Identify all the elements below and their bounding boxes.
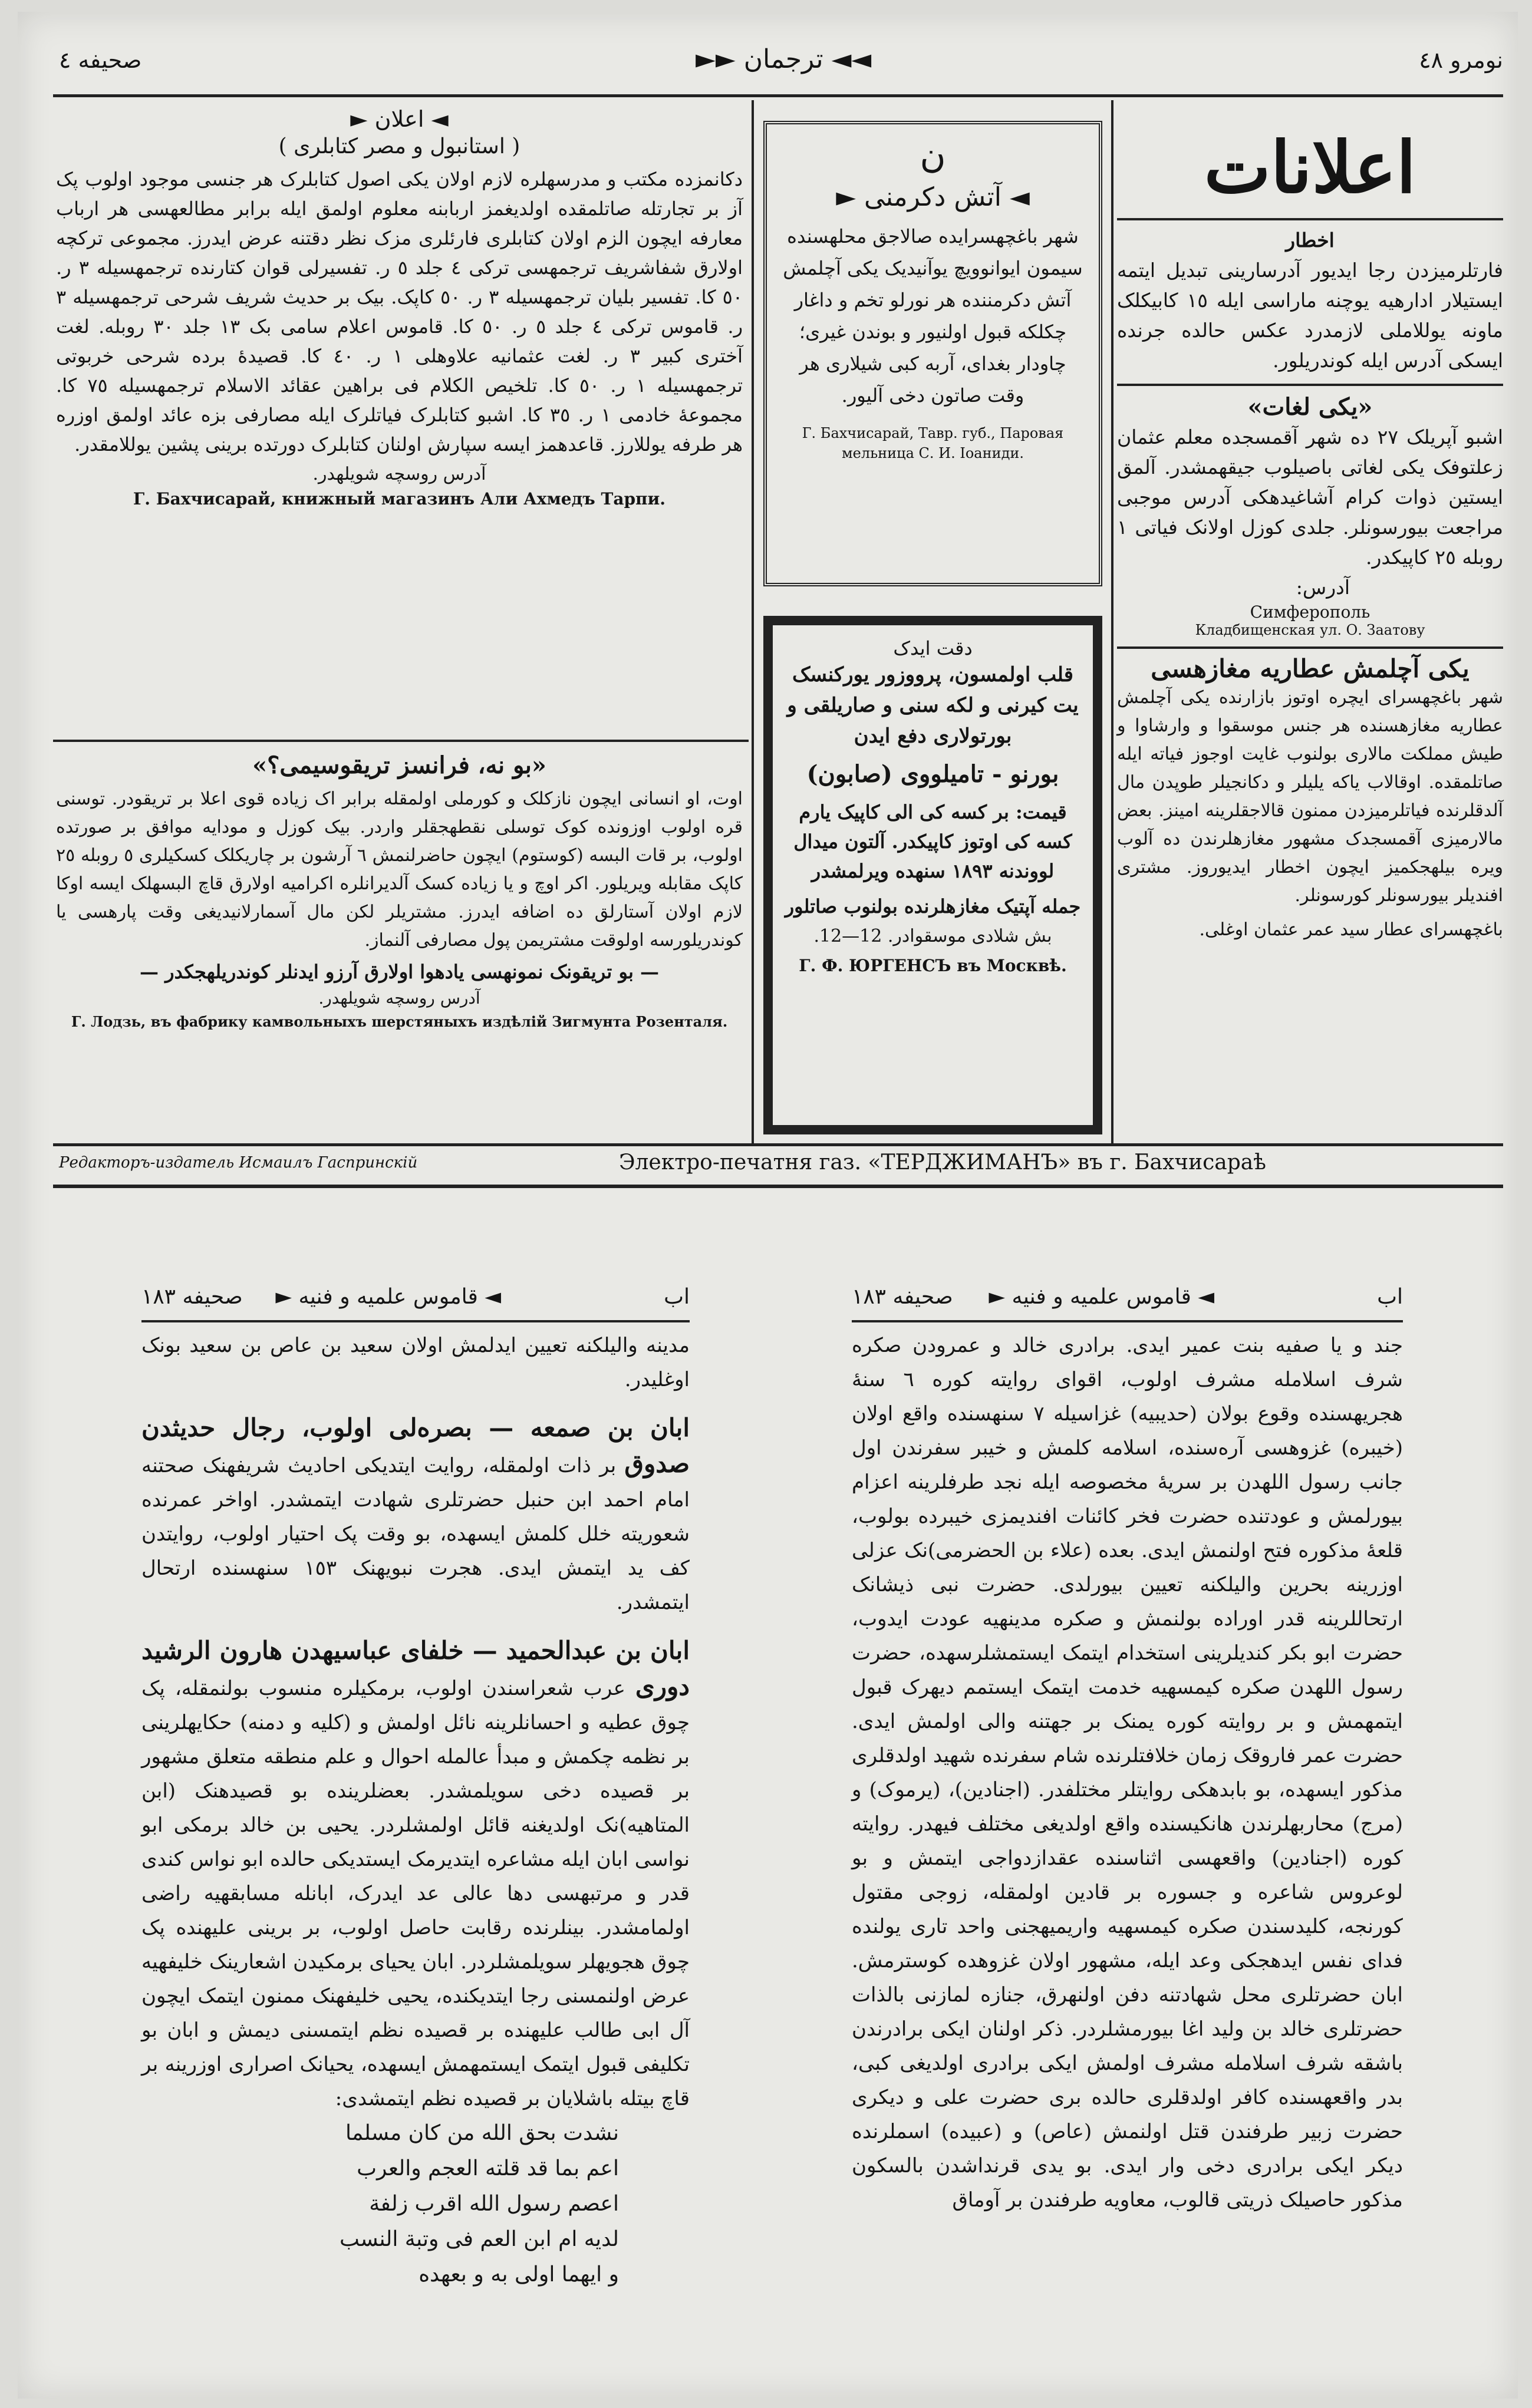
soap-ad (763, 616, 1102, 1134)
fire-mill-ad (763, 121, 1102, 586)
entry-head: ابان بن عبدالحمید — خلفای عباسیهدن هارون الرشید دوری (141, 1636, 690, 1701)
poem-line: نشدت بحق الله من کان مسلما (345, 2121, 619, 2145)
ad-symbol: ن (920, 135, 946, 176)
issue-number: نومرو ٤٨ (1419, 47, 1503, 73)
soap-product: بورنو - تاميلووی (صابون) (806, 760, 1059, 788)
tricot-ru: Г. Лодзь, въ фабрику камвольныхъ шерстяныхъ издѣлій Зигмунта Розенталя. (71, 1013, 728, 1030)
elanat-column (1117, 106, 1503, 1143)
ornament-right: ► (350, 106, 368, 132)
press-line: Электро-печатня газ. «ТЕРДЖИМАНЪ» въ г. Бахчисараѣ (619, 1150, 1266, 1175)
address-city: Симферополь (1250, 602, 1370, 622)
dict-right-header (852, 1285, 1403, 1322)
elanat-rule (1117, 218, 1503, 220)
soap-qty: بش شلادی موسقوادر. 12—12. (813, 926, 1052, 946)
poem-line: و ایهما اولی به و بعهده (419, 2262, 619, 2287)
tricot-body: اوت، او انسانی ایچون نازکلک و کورملی اولمقله برابر اک زیاده قوی اعلا بر تریقودر. توسنی قره اولوب اوزونده کوک توسلی نقطهجقلر واردر. بیک کوزل و مودایه موافق بر صورتده اولوب، بر قات البسه (کوستوم) ایچون حاضرلنمش ٦ آرشون بر چاریکلک کسکیلری ٥ روبله ٢٥ کاپک مقابله ویریلور. اکر اوچ و یا زیاده کسک آلدیرانلره اکرامیه اولارق قاچ البسهلک ایسه اوکا لازم اولان آستارلق ده اضافه ایدرز. مشتریلر لکن مال آسمارلانیدیغی وقت پارهسی یا کوندریلورسه اولوقت مشتریمن پول مصارفی آلنماز. (56, 789, 743, 951)
address-street: Кладбищенская ул. О. Заатову (1195, 622, 1425, 638)
fire-mill-ru: Г. Бахчисарай, Тавр. губ., Паровая мельница С. И. Іоаниди. (802, 425, 1064, 461)
paper-title: ◄◄ ترجمان ►► (696, 44, 872, 74)
editor-line: Редакторъ-издатель Исмаилъ Гаспринскій (59, 1154, 418, 1172)
warning-heading: اخطار (1286, 229, 1335, 252)
new-lughat-body: اشبو آپریلک ٢٧ ده شهر آقمسجده معلم عثمان زعلتوفک یکی لغاتی باصیلوب جیقهمشدر. آلمق ایستین ذوات کرام آشاغیدهکی آدرس موجبی مراجعت بیورسونلر. جلدی کوزل اولانک فیاتی ١ روبله ٢٥ کاپیکدر. (1117, 425, 1503, 569)
dict-left-header (141, 1285, 690, 1322)
new-lughat-heading: «یکی لغات» (1247, 393, 1373, 421)
entry-body: بر ذات اولمقله، روایت ایتدیکی احادیث شریفهنک صحتنه امام احمد ابن حنبل حضرتلری شهادت ایتمشدر. اواخر عمرنده شعوریته خلل کلمش ایسهده، بو وقت پک احتیار اولوب، روایتدن کف ید ایتمش ایدی. هجرت نبویهنک ١٥٣ سنهسنده ارتحال ایتمشدر. (141, 1454, 690, 1614)
column-rule-1 (752, 100, 754, 1143)
dictionary-left-column (141, 1285, 690, 2393)
soap-intro: قلب اولمسون، پرووزور یورکنسک یت کیرنی و لکه سنی و صاریلقی و بورتولاری دفع ایدن (787, 663, 1079, 748)
ornament-left: ◄ (1009, 182, 1030, 212)
ornament: ◄ (485, 1285, 501, 1309)
entry-body: عرب شعراسندن اولوب، برمکیلره منسوب بولنمقله، پک چوق عطیه و احسانلرینه نائل اولمش و (کلیه و دمنه) حکایهلرینی بر نظمه چکمش و مبدأ عالمله احوال و علم منطقه متعلق مشهور بر قصیده دخی سویلمشدر. بعضلرینده بو قصیدهنک (ابن المتاهیه)نک اولدیغنه قائل اولمشلردر. یحیی بن خالد برمکی ابو نواسی ابان ایله مشاعره ایتدیرمک ایستدیکی حالده ابو نواس کندی قدر و مرتبهسی دها عالی عد ایدرک، ابانله مسابقهیه راضی اولمامشدر. بینلرنده رقابت حاصل اولوب، بر برینی علیهنده پک چوق هجویهلر سویلمشلردر. ابان یحیای برمکیدن اشعارینک خلیفهیه عرض اولنمسنی رجا ایتدیکنده، یحیی خلیفهنک ممنون ایتمک ایچون آل ابی طالب علیهنده بر قصیده نظم ایتمسنی دیمش و ابان بو تکلیفی قبول ایتمک ایستمهمش ایسهده، یحیانک اصراری اوزرینه بر قاچ بیتله باشلایان بر قصیده نظم ایتمشدی: (141, 1677, 690, 2110)
elanat-title: اعلانات (1204, 126, 1416, 209)
books-ru: Г. Бахчисарай, книжный магазинъ Али Ахмедъ Тарпи. (133, 489, 666, 509)
elanat-rule-3 (1117, 646, 1503, 649)
column-rule-2 (1111, 100, 1113, 1143)
books-heading: ◄ اعلان ► (350, 106, 449, 132)
tricot-address: آدرس روسچه شویلهدر. (318, 988, 480, 1008)
poem-line: اعم بما قد قلته العجم والعرب (357, 2156, 619, 2181)
books-address: آدرس روسچه شویلهدر. (312, 464, 486, 484)
title-ornament-left: ◄◄ (831, 44, 872, 74)
newspaper-page (18, 12, 1518, 2399)
soap-top: دقت ایدک (893, 637, 973, 659)
ornament: ◄ (1198, 1285, 1214, 1309)
books-body: دکانمزده مکتب و مدرسهلره لازم اولان یکی اصول کتابلرک هر جنسی موجود اولوب پک آز بر تجارتله صاتلمقده اولدیغمز اربابنه معلوم اولمق ایله برابر مطالعهسی هر ارباب معارفه ایچون الزم اولان کتابلری فارئلری مزک نظر دقتنه عرض ایدرز. مجموعی ترکچه اولارق شفاشریف ترجمهسی ترکی ٤ جلد ٥ ر. تفسیرلی قوان کتارنده ترجمهسیله ٣ ر. ٥٠ کا. تفسیر بلیان ترجمهسیله ٣ ر. ٥٠ کاپک. بیک بر حدیث شریف شرحی ترجمهسیله ٣ ر. قاموس ترکی ٤ جلد ٥ ر. ٥٠ کا. قاموس اعلام سامی بک ١٣ جلد ٣٠ روبله. لغت آختری کبیر ٣ ر. لغت عثمانیه علاوهلی ١ ر. ٤٠ کا. قصیدهٔ برده شرحی خربوتی ترجمهسیله ١ ر. ٥٠ کا. تلخیص الکلام فی براهین عقائد الاسلام ترجمهسیله ٧٥ کا. مجموعهٔ خادمی ١ ر. ٣٥ کا. اشبو کتابلرک فیاتلرک ایله مصارفی بزه عائد اولمق اوزره هر طرفه یوللارز. قاعدهمز ایسه سپارش اولنان کتابلرک دورتده برینی پشین یوللامقدر. (56, 168, 743, 456)
footer-rule-top (53, 1143, 1503, 1146)
books-ad (56, 106, 743, 743)
dict-left-intro: مدینه والیلکنه تعیین ایدلمش اولان سعید بن عاص بن سعید بونک اوغلیدر. (141, 1334, 690, 1391)
tricot-heading: «بو نه، فرانسز تریقوسیمی؟» (252, 751, 546, 779)
dict-entry-1 (141, 1411, 690, 1619)
dict-left-page: صحیفه ١٨٣ (141, 1285, 243, 1309)
dict-right-body: جند و یا صفیه بنت عمیر ایدی. برادری خالد و عمرودن صکره شرف اسلامله مشرف اولوب، اقوای روایته کوره ٦ سنهٔ هجریهسنده وقوع بولان (حدیبیه) غزاسیله ٧ سنهسنده واقع اولان (خیبره) غزوهسی آره‌سنده، اسلامه کلمش و خیبر سفرندن اول جانب رسول اللهدن بر سریهٔ مخصوصه ایله نجد طرفلرینه اعزام بیورلمش و عودتنده حضرت فخر کائنات افندیمزی خیبرده بولوب، قلعهٔ مذکوره فتح اولنمش ایدی. بعده (علاء بن الحضرمی)نک عزلی اوزرینه بحرین والیلکنه تعیین بیورلدی. حضرت نبی ذیشانک ارتحاللرینه قدر اوراده بولنمش و صکره مدینهیه عودت ایدوب، حضرت ابو بکر کندیلرینی استخدام ایتمک ایستمشلرسهده، حضرت رسول اللهدن صکره کیمسهیه خدمت ایتمک ایستمم دیهرک قبول ایتمهمش و بر روایته کوره یمنک بر جهتنه والی اولمش ایدی. حضرت عمر فاروقک زمان خلافتلرنده شام سفرنده شهید اولدقلری مذکور ایسهده، بو بابدهکی روایتلر مختلفدر. (اجنادین)، (یرموک) و (مرج) محاربهلرندن هانکیسنده واقع اولدیغی مختلف فیهدر. روایته کوره (اجنادین) واقعهسی اثناسنده عقدازدواجی ایتمش و بو لوعروس شاعره و جسوره بر قادین اولمقله، زوجی مقتول کورنجه، کلیدسندن صکره کیمسهیه واریمیهجنی واحد تاری یولنده فدای نفس ایدهجکی وعد ایله، مشهور اولان غزوهده کوسترمش. ابان حضرتلری محل شهادتنه دفن اولنهرق، جنازه لمازنی بالذات حضرتلری خالد بن ولید اغا بیورمشلردر. ذکر اولنان ایکی برادرندن باشقه شرف اسلامله مشرف اولمش ایکی برادری اولدیغی کبی، بدر واقعهسنده کافر اولدقلری حالده بری حضرت علی و دیکری حضرت زبیر طرفندن قتل اولنمش (عاص) و (عبیده) اسملرنده دیکر ایکی برادری دخی وار ایدی. بو یدی قرنداشدن بالسکون مذکور حاصیلک ذریتی قالوب، معاویه طرفندن بر آوماق (852, 1334, 1403, 2212)
address-label: آدرس: (1296, 576, 1350, 599)
ornament: ► (989, 1285, 1006, 1309)
fire-mill-body: شهر باغچهسرایده صالاجق محلهسنده سیمون ایوانوویچ یوآنیدیک یکی آچلمش آتش دکرمننده هر نورلو تخم و داغار چکلکه قبول اولنیور و بوندن غیری؛ چاودار بغدای، آربه کبی شیلاری هر وقت صاتون دخی آلیور. (783, 225, 1083, 407)
page-number: صحیفه ٤ (59, 47, 142, 73)
soap-price: قیمت: بر کسه کی الی کاپیک یارم کسه کی اوتوز کاپیکدر. آلتون میدال لووندنه ١٨٩٣ سنهده ویرلمشدر (793, 801, 1072, 882)
soap-ru: Г. Ф. ЮРГЕНСЪ въ Москвѣ. (799, 956, 1067, 975)
ornament-right: ► (836, 182, 856, 212)
header-rule (53, 94, 1503, 97)
tricot-ad (56, 751, 743, 1140)
ornament: ► (275, 1285, 292, 1309)
dict-entry-2 (141, 1634, 690, 2116)
attar-signature: باغچهسرای عطار سید عمر عثمان اوغلی. (1199, 919, 1503, 940)
warning-body: فارتلرمیزدن رجا ایدیور آدرسارینی تبدیل ایتمه ایستیلار ادارهیه یوچنه ماراسی ایله ١٥ کابیکلک ماونه یوللاملی لازمدرد عکس حالده جرنده ایسکی آدرس ایله کوندریلور. (1117, 259, 1503, 372)
books-rule (53, 740, 749, 742)
dictionary-right-column (852, 1285, 1403, 2393)
elanat-rule-2 (1117, 384, 1503, 386)
dict-right-title: ◄ قاموس علمیه و فنیه ► (989, 1285, 1214, 1309)
attar-heading: یکی آچلمش عطاریه مغازهسی (1151, 654, 1470, 683)
fire-mill-title: ◄ آتش دکرمنی ► (836, 182, 1030, 212)
ornament-left: ◄ (431, 106, 449, 132)
tricot-footer: — بو تریقونک نمونهسی یادهوا اولارق آرزو ایدنلر کوندریلهجکدر — (139, 961, 660, 983)
poem (141, 2116, 690, 2292)
dict-left-title: ◄ قاموس علمیه و فنیه ► (275, 1285, 501, 1309)
books-subheading: ( استانبول و مصر کتابلری ) (278, 134, 520, 159)
attar-body: شهر باغچهسرای ایچره اوتوز بازارنده یکی آچلمش عطاریه مغازهسنده هر جنس موسقوا و وارشاوا و طیش مملکت مالاری بولنوب غایت اوجوز فیاته ایله صاتلمقده. اوقالاب یاکه یلیلر و دکانجیلر طوپدن مال آلدقلرنده فیاتلرمیزدن ممنون قالاجقلرینه امینز. بعض مالارمیزی آقمسجدک مشهور مغازهلرندن ده آلوب ویره بیلهجکمیز ایچون اخطار ایدیوروز. مشتری افندیلر بیورسونلر کورسونلر. (1117, 687, 1503, 906)
soap-where: جمله آپتیک مغازهلرنده بولنوب صاتلور (785, 895, 1081, 918)
entry-head: ابان بن صمعه — بصره‌لی اولوب، رجال حدیثدن صدوق (141, 1413, 690, 1478)
title-ornament-right: ►► (696, 44, 736, 74)
footer-rule-bottom (53, 1185, 1503, 1188)
dict-right-letter: اب (1377, 1285, 1403, 1309)
page-header (59, 35, 1515, 88)
dict-left-letter: اب (664, 1285, 690, 1309)
dict-right-page: صحیفه ١٨٣ (852, 1285, 953, 1309)
footer-bar (59, 1150, 1503, 1180)
poem-line: لدیه ام ابن العم فی وتبة النسب (340, 2227, 619, 2251)
poem-line: اعصم رسول الله اقرب زلفة (369, 2192, 619, 2216)
